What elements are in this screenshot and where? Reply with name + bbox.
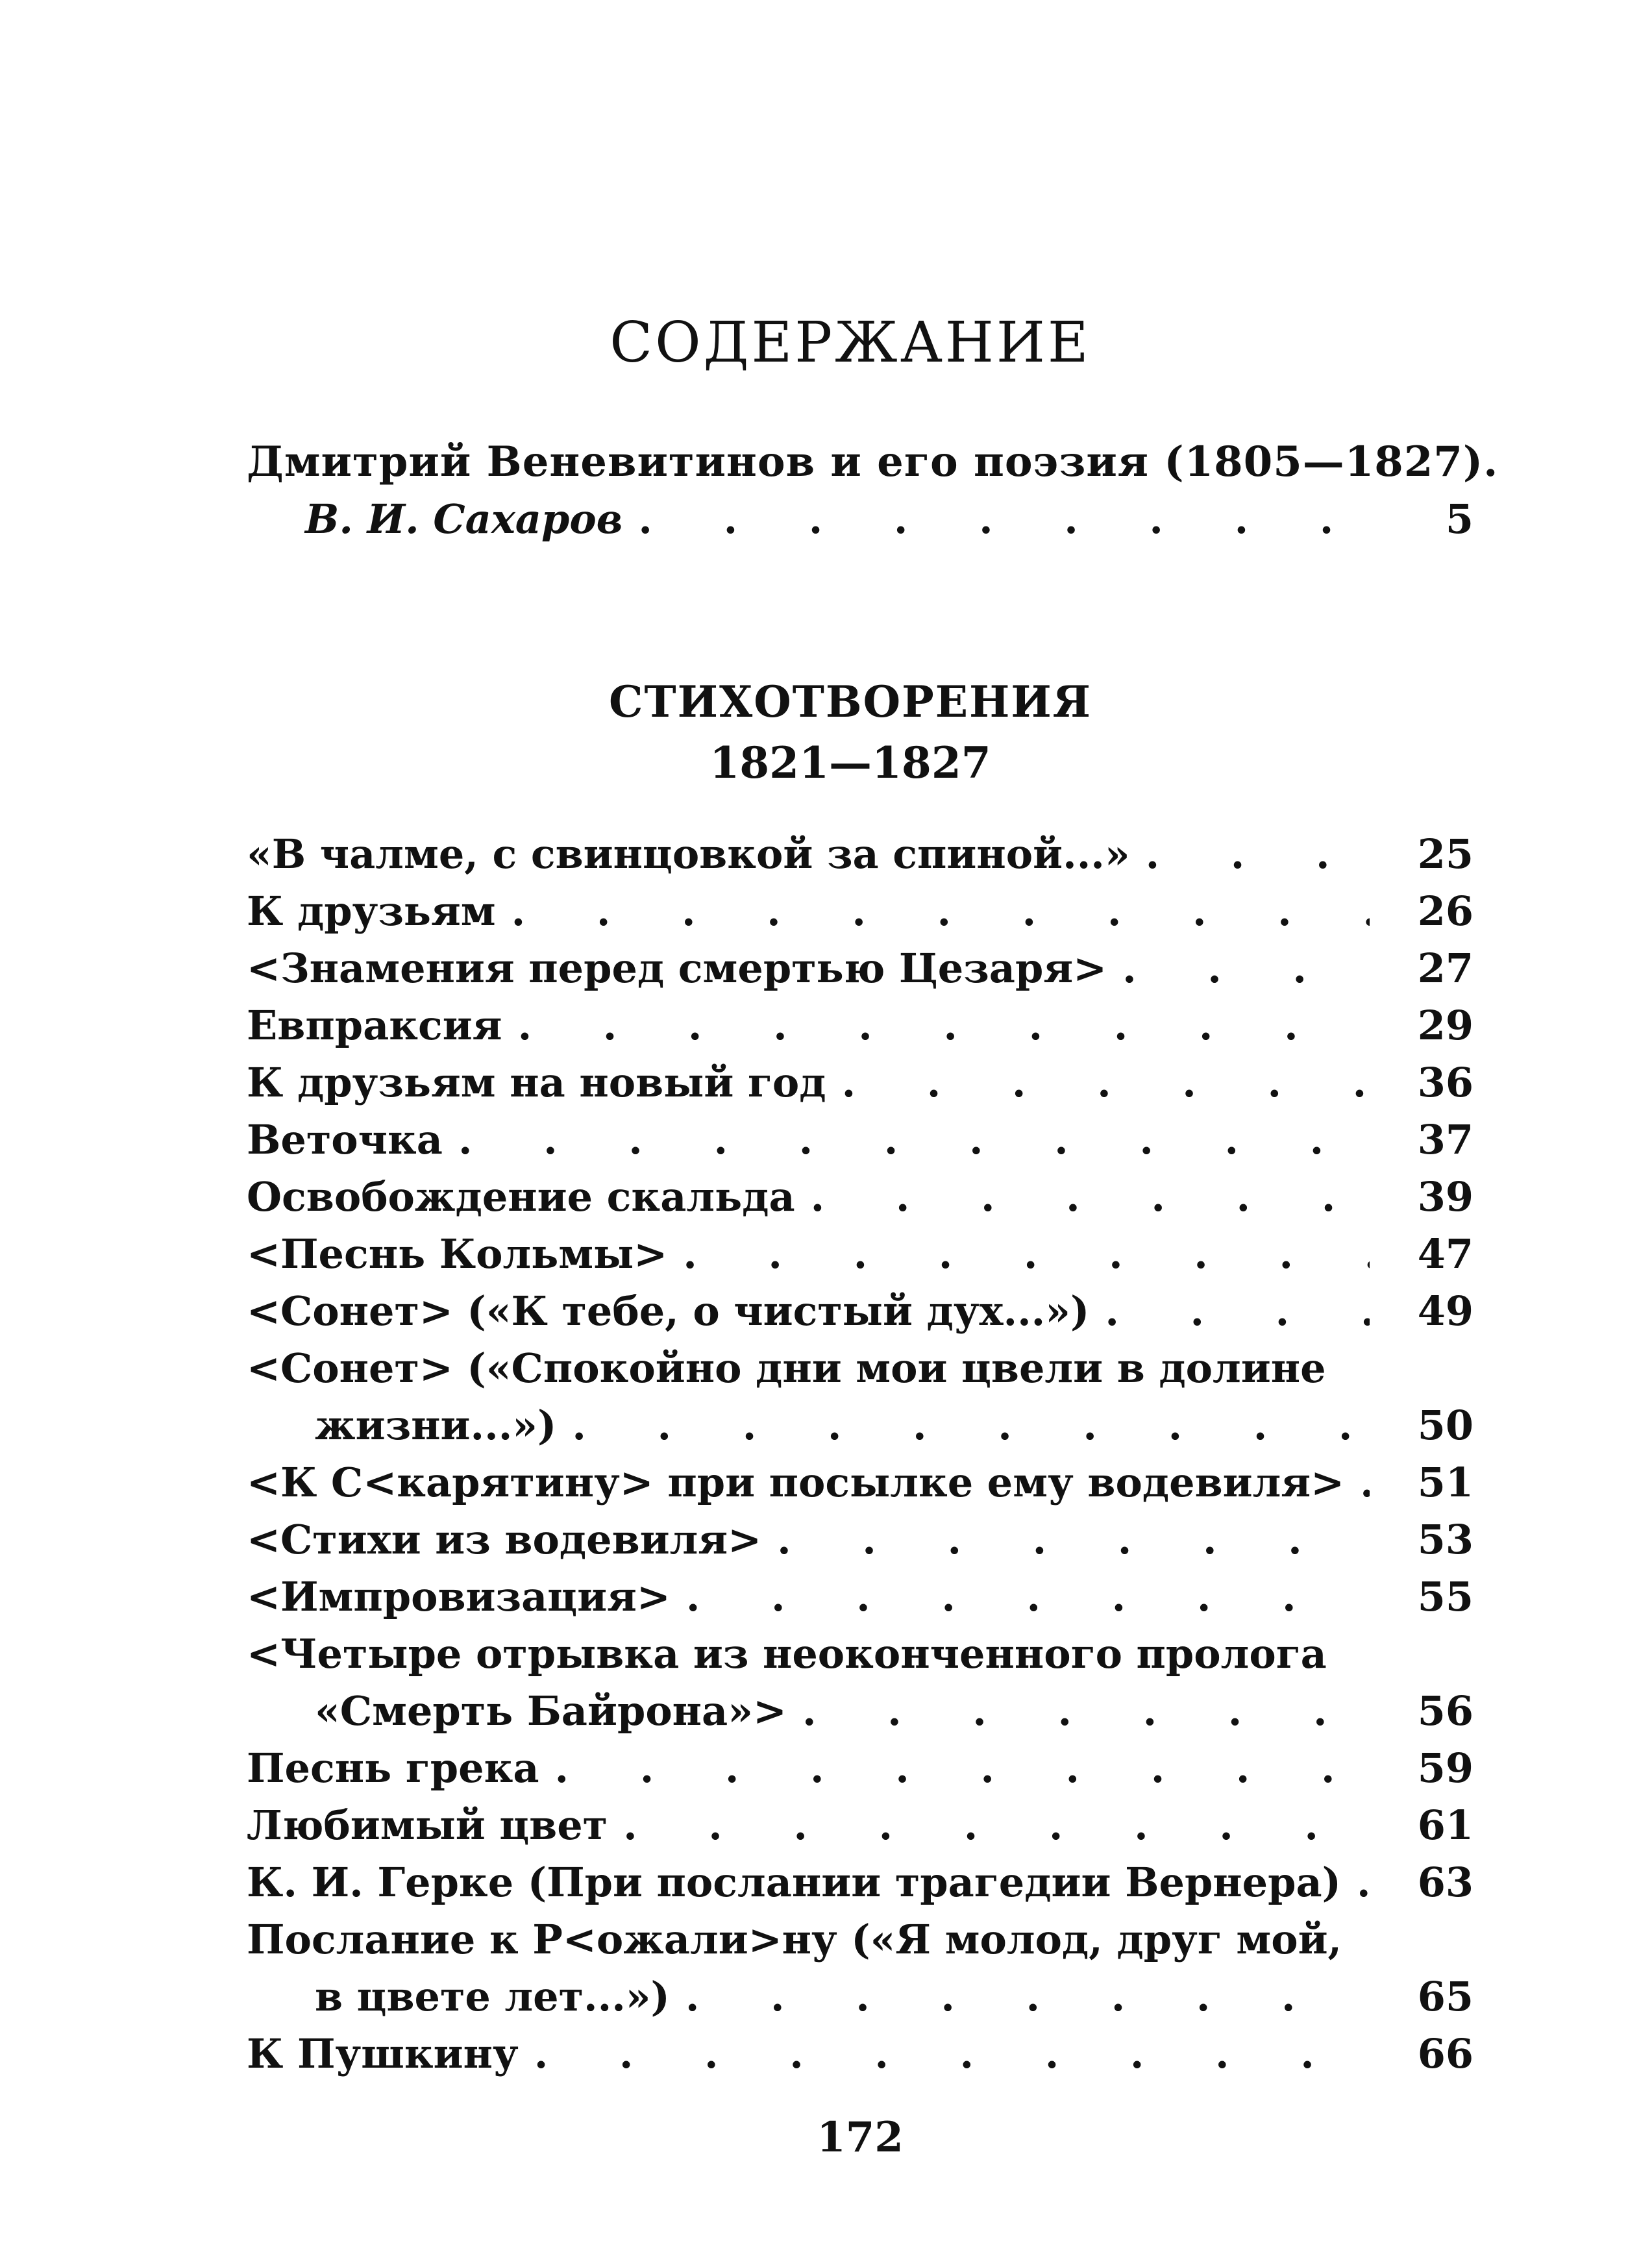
toc-entry xyxy=(247,1911,1473,2025)
entry-title-line: Послание к Р<ожали>ну («Я молод, друг мой, xyxy=(247,1916,1342,1963)
entry-title-line: <Импровизация> xyxy=(247,1573,671,1620)
page-number: 37 xyxy=(1417,1116,1473,1163)
dot-leader xyxy=(518,997,1370,1054)
page-number: 55 xyxy=(1417,1573,1473,1620)
toc-entry xyxy=(247,826,1473,883)
entry-title-line: «В чалме, с свинцовкой за спиной...» xyxy=(247,830,1130,878)
toc-entry xyxy=(247,1169,1473,1226)
page-number: 66 xyxy=(1417,2030,1473,2077)
dot-leader xyxy=(811,1169,1370,1226)
page-number: 51 xyxy=(1417,1459,1473,1506)
page-folio: 172 xyxy=(817,2113,904,2162)
dot-leader xyxy=(534,2025,1370,2083)
dot-leader xyxy=(512,883,1370,940)
dot-leader xyxy=(572,1397,1370,1454)
section-years: 1821—1827 xyxy=(709,737,991,788)
page-number: 53 xyxy=(1417,1516,1473,1563)
toc-entry xyxy=(247,1054,1473,1111)
dot-leader xyxy=(623,1797,1370,1854)
entry-title-line: <Знамения перед смертью Цезаря> xyxy=(247,945,1107,992)
dot-leader xyxy=(842,1054,1370,1111)
dot-leader xyxy=(1146,826,1370,883)
entry-title-line: <Четыре отрывка из неоконченного пролога xyxy=(247,1630,1327,1678)
entry-title-line: Освобождение скальда xyxy=(247,1173,795,1220)
page-number: 50 xyxy=(1417,1402,1473,1449)
toc-entry xyxy=(247,1854,1473,1911)
entry-title-line: Песнь грека xyxy=(247,1744,539,1792)
page-number: 25 xyxy=(1417,830,1473,878)
dot-leader xyxy=(555,1740,1370,1797)
dot-leader xyxy=(638,491,1370,548)
dot-leader xyxy=(1122,940,1370,997)
toc-entry xyxy=(247,1454,1473,1511)
entry-title-line: К. И. Герке (При послании трагедии Вернера) xyxy=(247,1859,1341,1906)
dot-leader xyxy=(458,1111,1370,1169)
page-number: 63 xyxy=(1417,1859,1473,1906)
toc-entry xyxy=(247,1568,1473,1626)
page-number: 26 xyxy=(1417,887,1473,935)
page-number: 65 xyxy=(1417,1973,1473,2020)
entry-title-line: «Смерть Байрона»> xyxy=(315,1687,787,1735)
dot-leader xyxy=(683,1226,1370,1283)
dot-leader xyxy=(686,1568,1370,1626)
intro-title: Дмитрий Веневитинов и его поэзия (1805—1827). xyxy=(247,438,1499,486)
toc-entry-intro xyxy=(247,434,1499,548)
dot-leader xyxy=(802,1683,1370,1740)
toc-entry xyxy=(247,1283,1473,1340)
page-number: 49 xyxy=(1417,1287,1473,1335)
page-number: 61 xyxy=(1417,1801,1473,1849)
page-number: 47 xyxy=(1417,1230,1473,1278)
dot-leader xyxy=(685,1968,1370,2025)
toc-entry xyxy=(247,1111,1473,1169)
dot-leader xyxy=(1105,1283,1370,1340)
toc-entry xyxy=(247,1340,1473,1454)
dot-leader xyxy=(777,1511,1370,1568)
toc-entry xyxy=(247,1626,1473,1740)
toc-entry xyxy=(247,2025,1473,2083)
toc-entry xyxy=(247,997,1473,1054)
dot-leader xyxy=(1360,1454,1370,1511)
page-number: 36 xyxy=(1417,1059,1473,1106)
section-title: СТИХОТВОРЕНИЯ xyxy=(609,676,1092,727)
entry-title-line: <Сонет> («Спокойно дни мои цвели в долине xyxy=(247,1344,1326,1392)
entry-title-line: Евпраксия xyxy=(247,1002,502,1049)
page-number: 5 xyxy=(1445,495,1473,543)
page-number: 59 xyxy=(1417,1744,1473,1792)
poems-list xyxy=(247,826,1473,2083)
toc-entry xyxy=(247,1740,1473,1797)
entry-title-line: <Песнь Кольмы> xyxy=(247,1230,668,1278)
contents-heading: СОДЕРЖАНИЕ xyxy=(610,310,1091,375)
page-number: 27 xyxy=(1417,945,1473,992)
toc-entry xyxy=(247,940,1473,997)
toc-entry xyxy=(247,883,1473,940)
entry-title-line: К друзьям на новый год xyxy=(247,1059,826,1106)
toc-entry xyxy=(247,1511,1473,1568)
entry-title-line: <К С<карятину> при посылке ему водевиля> xyxy=(247,1459,1345,1506)
toc-entry xyxy=(247,1797,1473,1854)
entry-title-line: К друзьям xyxy=(247,887,496,935)
entry-title-line: жизни...») xyxy=(315,1402,557,1449)
entry-title-line: Любимый цвет xyxy=(247,1801,608,1849)
dot-leader xyxy=(1357,1854,1370,1911)
intro-entry xyxy=(247,434,1499,548)
page-number: 29 xyxy=(1417,1002,1473,1049)
page-number: 39 xyxy=(1417,1173,1473,1220)
toc-entry xyxy=(247,1226,1473,1283)
page-number: 56 xyxy=(1417,1687,1473,1735)
entry-title-line: К Пушкину xyxy=(247,2030,519,2077)
entry-title-line: Веточка xyxy=(247,1116,443,1163)
entry-title-line: <Стихи из водевиля> xyxy=(247,1516,762,1563)
entry-title-line: <Сонет> («К тебе, о чистый дух...») xyxy=(247,1287,1090,1335)
entry-title-line: в цвете лет...») xyxy=(315,1973,670,2020)
intro-author: В. И. Сахаров xyxy=(305,495,623,543)
